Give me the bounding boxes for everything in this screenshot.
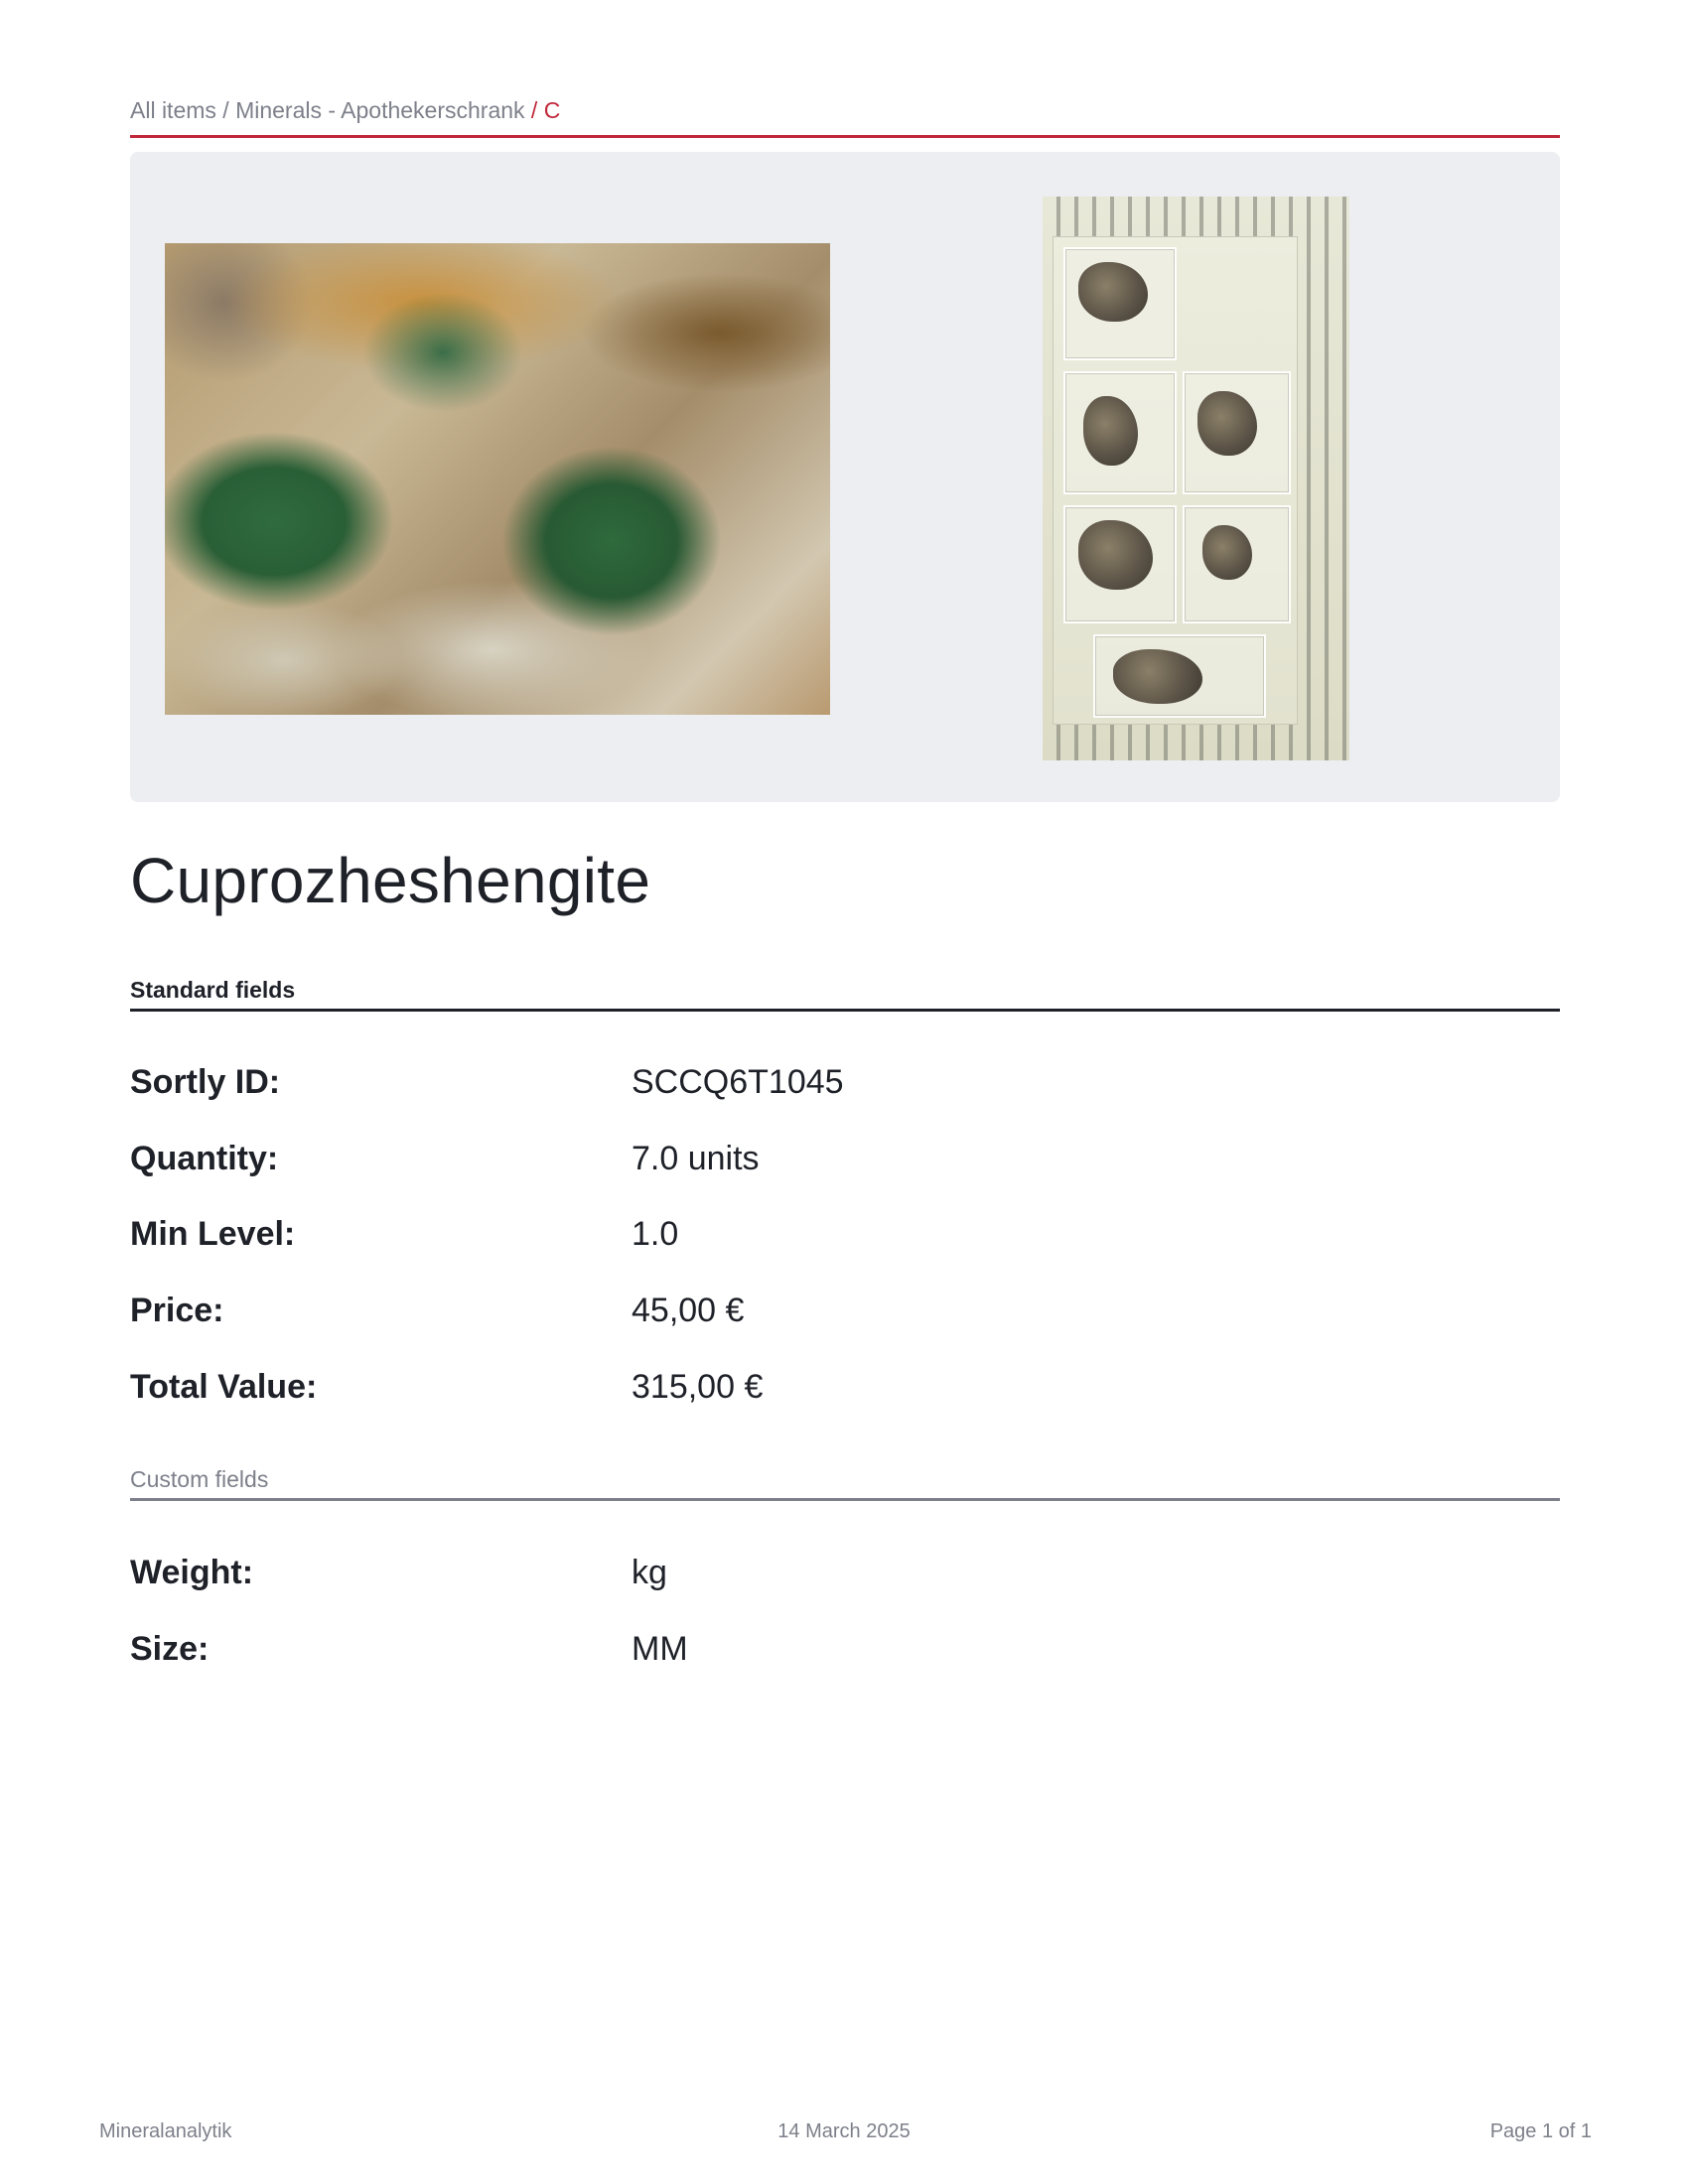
- field-value: SCCQ6T1045: [632, 1063, 844, 1101]
- footer-page-number: Page 1 of 1: [1489, 2120, 1592, 2142]
- field-label: Price:: [130, 1292, 224, 1329]
- breadcrumb-path[interactable]: All items / Minerals - Apothekerschrank: [130, 97, 525, 123]
- field-row-weight: [130, 1554, 1560, 1601]
- footer-company: Mineralanalytik: [99, 2120, 232, 2142]
- cabinet-shelf: [1053, 236, 1298, 725]
- breadcrumb-separator: /: [524, 97, 544, 123]
- field-label: Total Value:: [130, 1368, 318, 1406]
- field-row-size: [130, 1630, 1560, 1678]
- field-label: Sortly ID:: [130, 1063, 281, 1101]
- mineral-photo[interactable]: [165, 243, 830, 715]
- field-label: Quantity:: [130, 1140, 279, 1177]
- image-gallery: [130, 152, 1560, 802]
- field-row-price: [130, 1292, 1560, 1339]
- field-label: Min Level:: [130, 1215, 296, 1253]
- field-label: Weight:: [130, 1554, 254, 1591]
- field-value: 1.0: [632, 1215, 679, 1253]
- breadcrumb-current[interactable]: C: [543, 97, 561, 123]
- field-row-min-level: [130, 1215, 1560, 1263]
- field-value: MM: [632, 1630, 688, 1668]
- field-value: kg: [632, 1554, 667, 1591]
- cabinet-photo[interactable]: [1043, 197, 1349, 760]
- field-row-sortly-id: [130, 1063, 1560, 1111]
- field-value: 315,00 €: [632, 1368, 764, 1406]
- footer-date: 14 March 2025: [777, 2120, 911, 2142]
- item-title: Cuprozheshengite: [130, 845, 651, 916]
- field-row-total-value: [130, 1368, 1560, 1416]
- custom-fields-heading: Custom fields: [130, 1466, 1560, 1501]
- breadcrumb: [130, 97, 1560, 138]
- standard-fields-heading: Standard fields: [130, 977, 1560, 1012]
- field-row-quantity: [130, 1140, 1560, 1187]
- field-value: 45,00 €: [632, 1292, 745, 1329]
- field-value: 7.0 units: [632, 1140, 760, 1177]
- field-label: Size:: [130, 1630, 210, 1668]
